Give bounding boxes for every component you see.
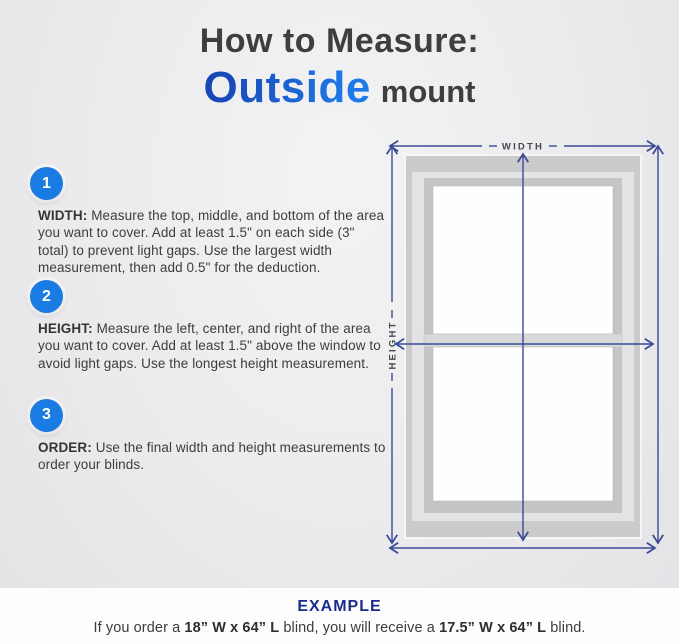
example-prefix: If you order a bbox=[93, 620, 185, 636]
title-line1: How to Measure: bbox=[199, 22, 480, 60]
step-3-body: Use the final width and height measurements to order your blinds. bbox=[38, 439, 386, 473]
example-heading: EXAMPLE bbox=[297, 598, 382, 615]
example-text bbox=[0, 620, 679, 636]
step-3-text bbox=[38, 439, 386, 474]
example-suffix: blind. bbox=[546, 620, 586, 636]
step-1-text bbox=[38, 207, 386, 276]
step-1-number: 1 bbox=[42, 174, 51, 192]
step-2-body: Measure the left, center, and right of the area you want to cover. Add at least 1.5" above the window to avoid light gaps. Use the longest height measurement. bbox=[38, 321, 381, 371]
step-1-body: Measure the top, middle, and bottom of the area you want to cover. Add at least 1.5" on each side (3" total) to prevent light gaps. Use the largest width measurement, then add 0.5" for the deduction. bbox=[38, 208, 385, 275]
window-measurement-diagram bbox=[378, 132, 678, 572]
step-2-number: 2 bbox=[42, 287, 51, 305]
step-1-label: WIDTH: bbox=[38, 208, 88, 223]
example-middle: blind, you will receive a bbox=[279, 620, 440, 636]
title-highlight: Outside bbox=[203, 63, 371, 112]
height-arrow-label: HEIGHT bbox=[387, 320, 399, 370]
title-line2 bbox=[0, 63, 679, 112]
example-receive-size: 17.5” W x 64” L bbox=[439, 620, 547, 636]
step-3-number: 3 bbox=[42, 406, 51, 424]
width-arrow-label: WIDTH bbox=[501, 141, 545, 153]
page-title bbox=[0, 24, 679, 110]
step-3-badge bbox=[30, 399, 63, 432]
step-3-label: ORDER: bbox=[38, 439, 92, 455]
width-arrow bbox=[390, 142, 655, 153]
step-1-badge bbox=[30, 167, 63, 200]
title-suffix: mount bbox=[380, 74, 476, 109]
step-2-text bbox=[38, 320, 386, 372]
instruction-steps bbox=[30, 167, 386, 473]
example-order-size: 18” W x 64” L bbox=[184, 620, 280, 636]
step-2-badge bbox=[30, 280, 63, 313]
example-section bbox=[0, 588, 679, 644]
step-2-label: HEIGHT: bbox=[38, 321, 93, 337]
